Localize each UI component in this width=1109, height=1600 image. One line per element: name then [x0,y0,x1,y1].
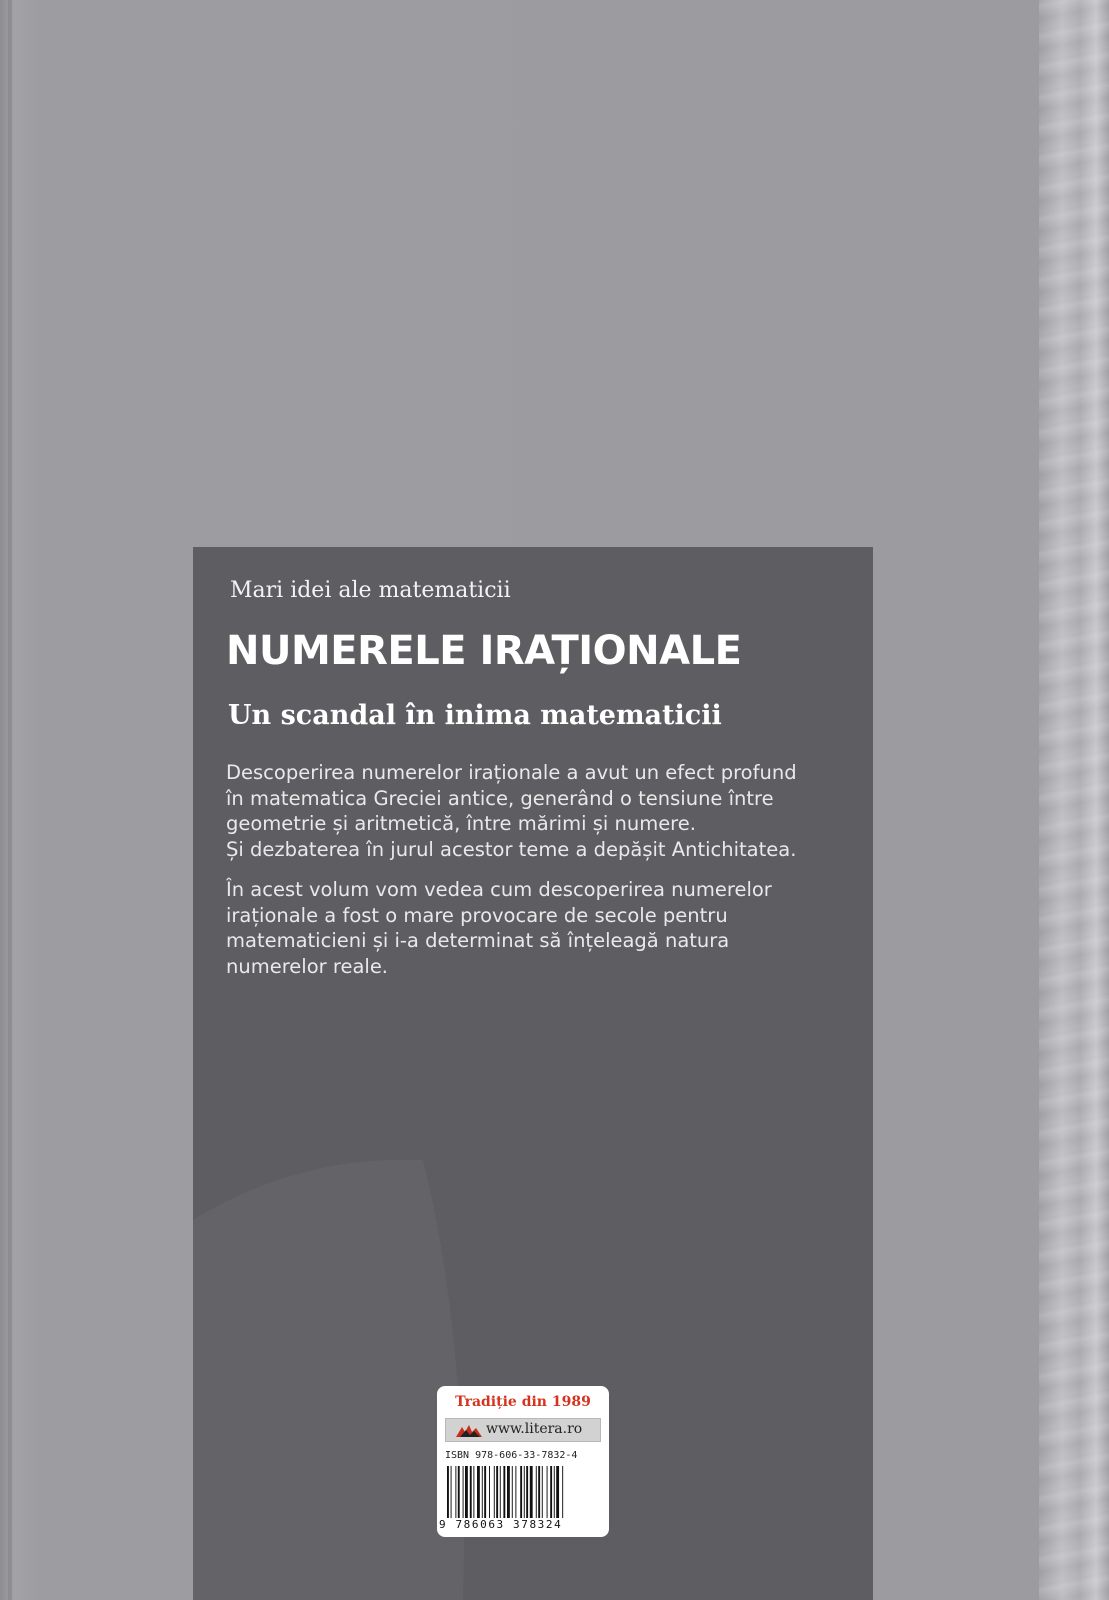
paragraph-line: iraționale a fost o mare provocare de secole pentru [226,903,728,927]
barcode-bar [562,1466,563,1518]
website-text: www.litera.ro [486,1421,583,1437]
barcode-bar [524,1466,525,1518]
series-name: Mari idei ale matematicii [230,578,511,603]
litera-logo-icon [454,1423,484,1439]
isbn-text: ISBN 978-606-33-7832-4 [445,1450,578,1461]
barcode-bar [536,1466,537,1518]
paragraph-line: Descoperirea numerelor iraționale a avut un efect profund [226,761,797,784]
book-title: NUMERELE IRAȚIONALE [226,628,742,674]
paragraph-line: În acest volum vom vedea cum descoperirea numerelor [226,878,772,901]
barcode-bar [458,1466,460,1518]
barcode-bar [547,1466,548,1518]
book-subtitle: Un scandal în inima matematicii [228,700,722,731]
barcode-bar [484,1466,486,1518]
barcode-bar [494,1466,495,1518]
barcode-bar [538,1466,540,1518]
paragraph-line: în matematica Greciei antice, generând o tensiune între [226,786,774,810]
paragraph-line: Și dezbaterea în jurul acestor teme a depășit Antichitatea. [226,837,797,861]
barcode-bar [542,1466,543,1518]
barcode-bar [477,1466,480,1518]
barcode [445,1466,603,1518]
paragraph-line: numerelor reale. [226,954,389,978]
barcode-bar [507,1466,510,1518]
barcode-bar [512,1466,513,1518]
barcode-bar [520,1466,522,1518]
barcode-bar [473,1466,474,1518]
paragraph-line: matematicieni și i-a determinat să înțeleagă natura [226,929,730,952]
barcode-bar [500,1466,501,1518]
barcode-bar [515,1466,516,1518]
barcode-bar [482,1466,483,1518]
barcode-bar [503,1466,505,1518]
barcode-bar [530,1466,533,1518]
description-paragraph-1 [226,760,836,862]
description-paragraph-2 [226,877,836,979]
barcode-bar [526,1466,528,1518]
plastic-wrap-glare [1039,0,1109,1600]
barcode-digits: 9 786063 378324 [439,1518,563,1531]
barcode-bar [556,1466,559,1518]
barcode-bar [470,1466,472,1518]
barcode-bar [447,1466,449,1518]
barcode-bar [496,1466,498,1518]
tradition-text: Tradiție din 1989 [455,1394,591,1410]
barcode-bar [455,1466,456,1518]
barcode-bar [463,1466,464,1518]
spine-edge [8,0,12,1600]
barcode-bar [451,1466,452,1518]
barcode-bar [465,1466,468,1518]
barcode-bar [550,1466,552,1518]
barcode-bar [554,1466,555,1518]
paragraph-line: geometrie și aritmetică, între mărimi și numere. [226,812,696,835]
barcode-bar [489,1466,490,1518]
publisher-label [437,1386,609,1537]
website-box [445,1418,601,1442]
